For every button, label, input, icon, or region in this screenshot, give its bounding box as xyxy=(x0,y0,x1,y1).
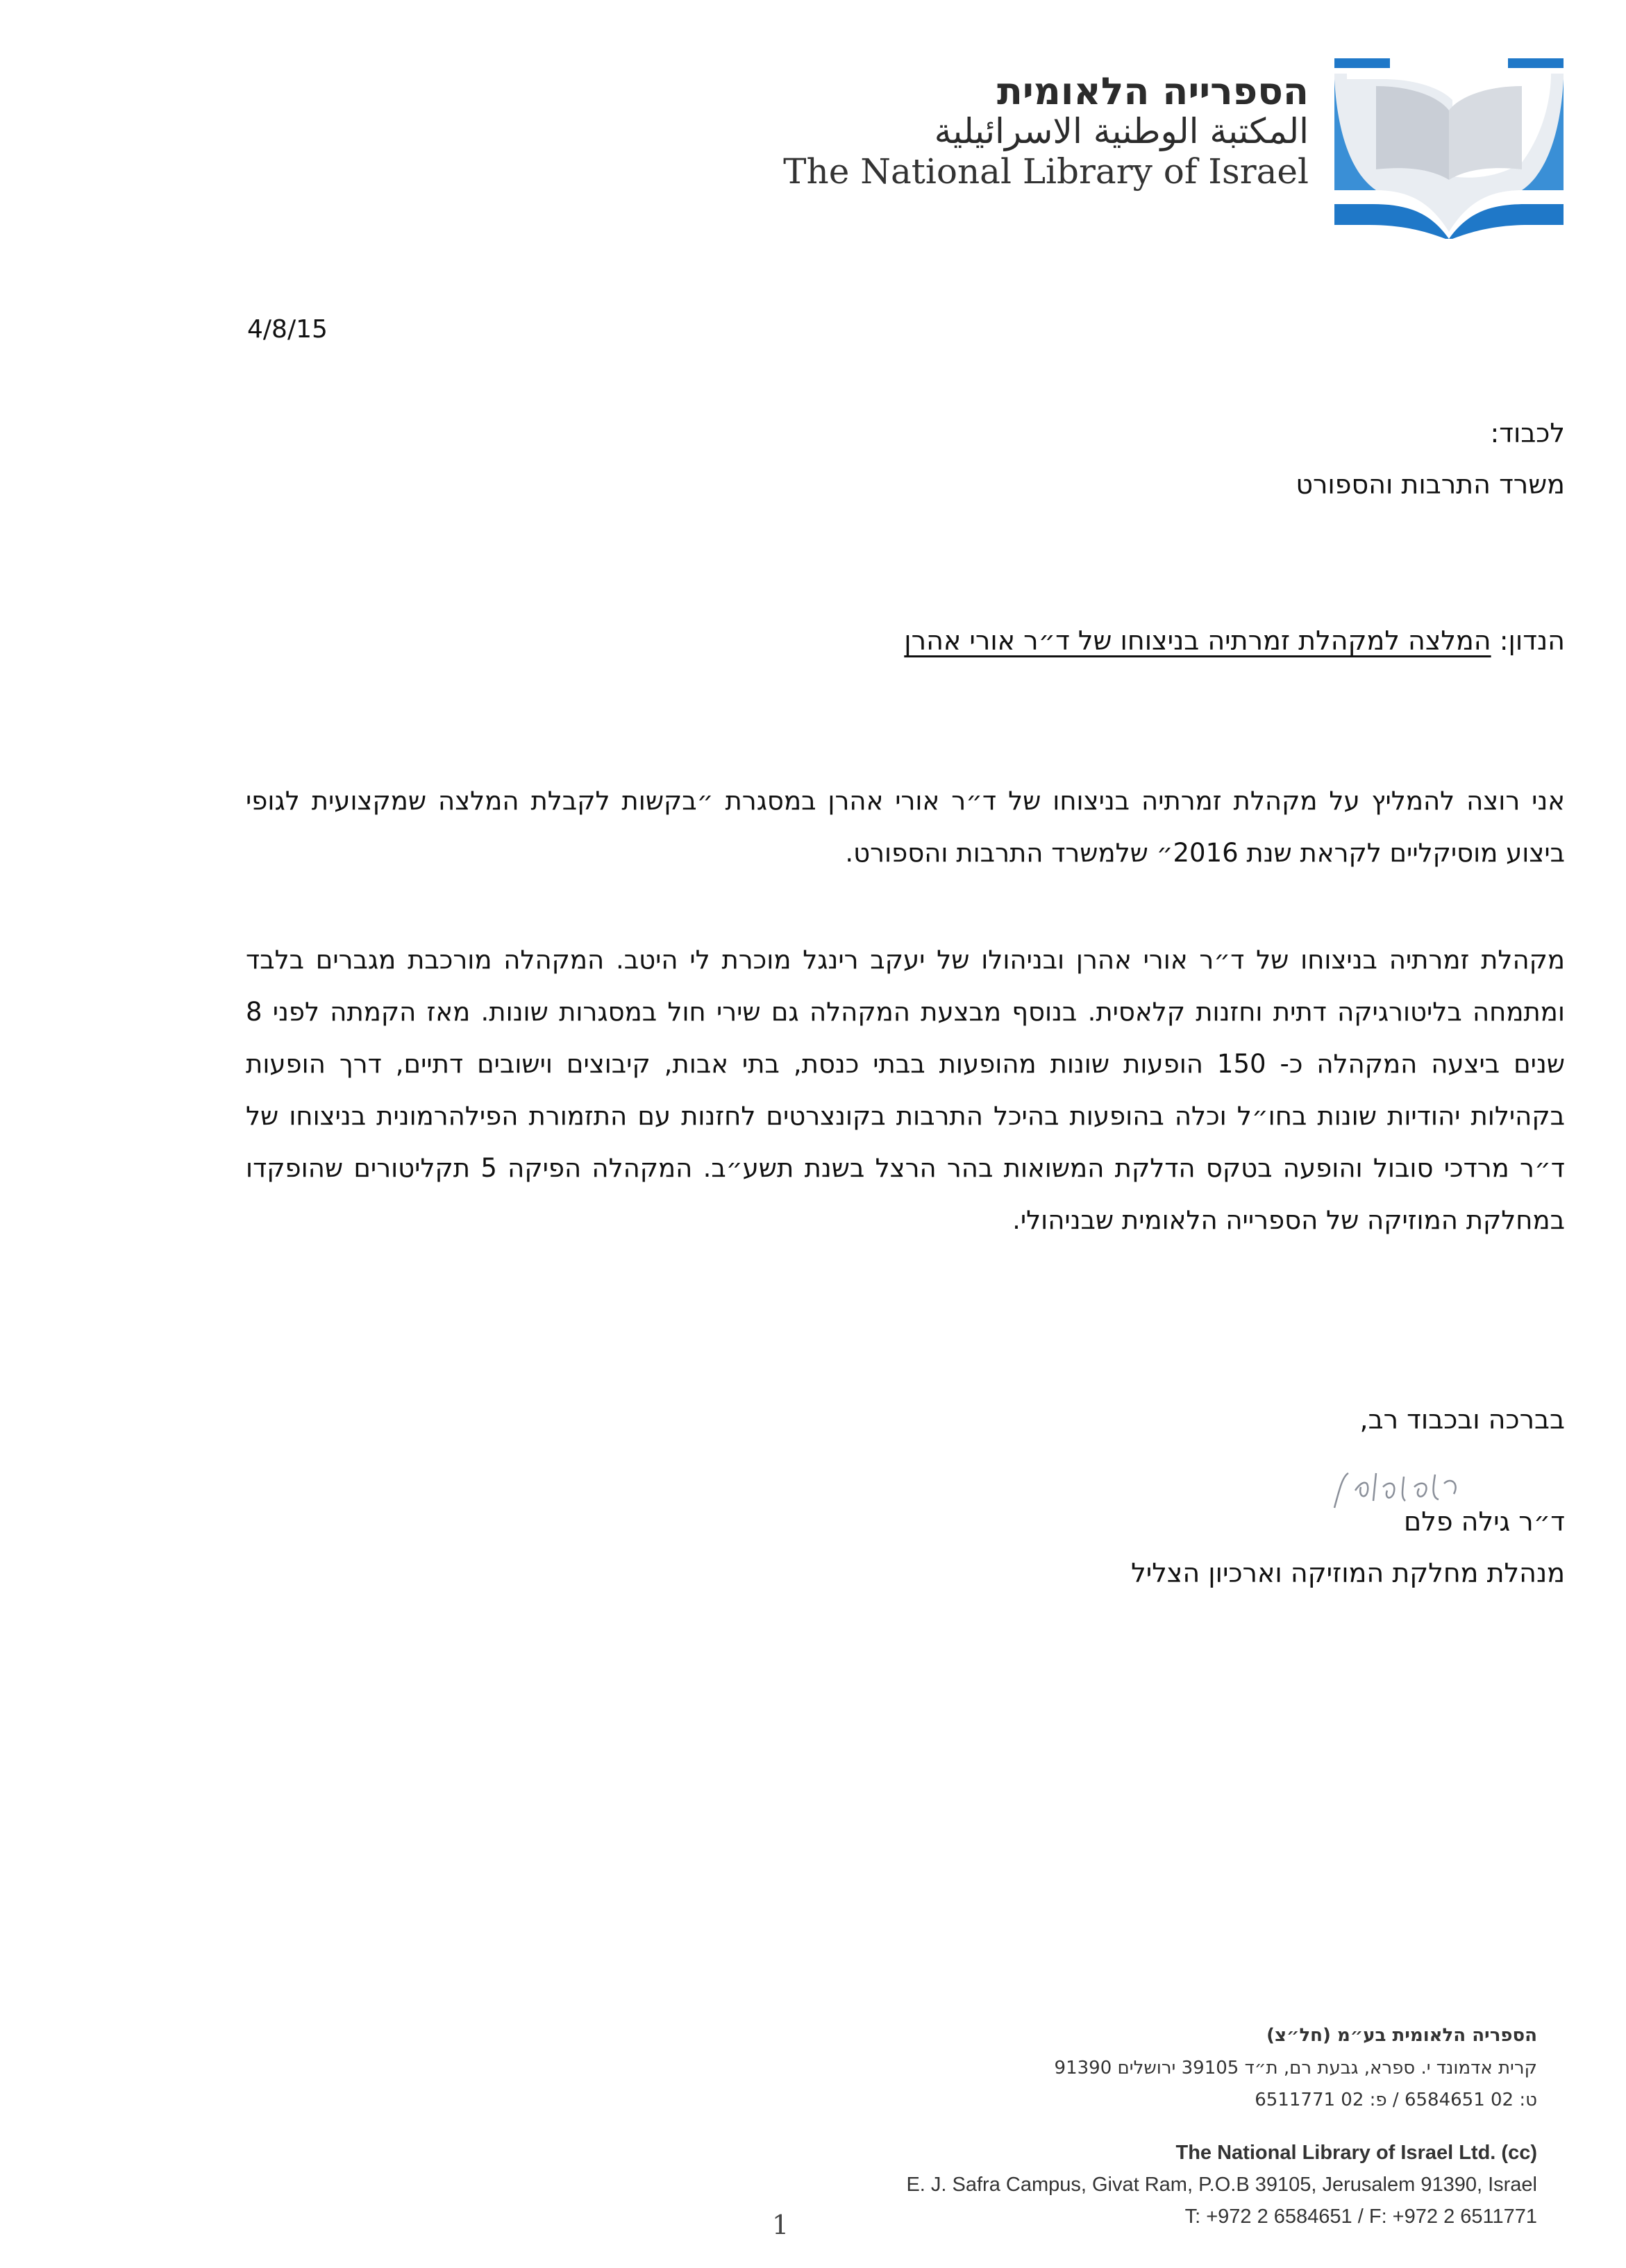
footer-hebrew-address: קרית אדמונד י. ספרא, גבעת רם, ת״ד 39105 ירושלים 91390 xyxy=(1054,2058,1537,2078)
library-name-arabic: المكتبة الوطنية الاسرائيلية xyxy=(934,111,1309,151)
subject-text: המלצה למקהלת זמרתיה בניצוחו של ד״ר אורי אהרן xyxy=(904,625,1491,656)
body-paragraph-2: מקהלת זמרתיה בניצוחו של ד״ר אורי אהרן ובניהולו של יעקב רינגל מוכרת לי היטב. המקהלה מורכבת מגברים בלבד ומתמחה בליטורגיקה דתית וחזנות קלאסית. בנוסף מבצעת המקהלה גם שירי חול במסגרות שונות. מאז הקמתה לפני 8 שנים ביצעה המקהלה כ- 150 הופעות שונות מהופעות בבתי כנסת, בתי אבות, קיבוצים וישובים דתיים, דרך הופעות בקהילות יהודיות שונות בחו״ל וכלה בהופעות בהיכל התרבות בקונצרטים לחזנות עם התזמורת הפילהרמונית בניצוחו של ד״ר מרדכי סובול והופעה בטקס הדלקת המשואות בהר הרצל בשנת תשע״ב. המקהלה הפיקה 5 תקליטורים שהופקדו במחלקת המוזיקה של הספרייה הלאומית שבניהולי. xyxy=(246,945,1565,1235)
footer-english-address: E. J. Safra Campus, Givat Ram, P.O.B 39105, Jerusalem 91390, Israel xyxy=(906,2174,1537,2196)
subject-line xyxy=(246,625,1565,656)
closing-line: בברכה ובכבוד רב, xyxy=(1359,1404,1565,1435)
subject-label: הנדון: xyxy=(1499,625,1565,656)
recipient-label: לכבוד: xyxy=(1490,418,1565,448)
open-book-logo-icon xyxy=(1334,58,1564,239)
footer-english-company: The National Library of Israel Ltd. (cc) xyxy=(1175,2142,1537,2164)
page-number: 1 xyxy=(772,2210,789,2240)
letter-date: 4/8/15 xyxy=(247,315,328,344)
body-paragraph-1: אני רוצה להמליץ על מקהלת זמרתיה בניצוחו של ד״ר אורי אהרן במסגרת ״בקשות לקבלת המלצה שמקצועית לגופי ביצוע מוסיקליים לקראת שנת 2016״ שלמשרד התרבות והספורט. xyxy=(246,786,1565,868)
library-name-english: The National Library of Israel xyxy=(783,151,1309,192)
library-name-hebrew: הספרייה הלאומית xyxy=(996,69,1309,113)
footer-english-phone: T: +972 2 6584651 / F: +972 2 6511771 xyxy=(1184,2206,1537,2228)
signer-name: ד״ר גילה פלם xyxy=(1404,1506,1565,1537)
recipient-name: משרד התרבות והספורט xyxy=(1296,469,1565,500)
footer-hebrew-phone: ט: 02 6584651 / פ: 02 6511771 xyxy=(1255,2090,1537,2110)
signer-title: מנהלת מחלקת המוזיקה וארכיון הצליל xyxy=(1131,1558,1565,1588)
footer-hebrew-company: הספריה הלאומית בע״מ (חל״צ) xyxy=(1266,2025,1537,2046)
